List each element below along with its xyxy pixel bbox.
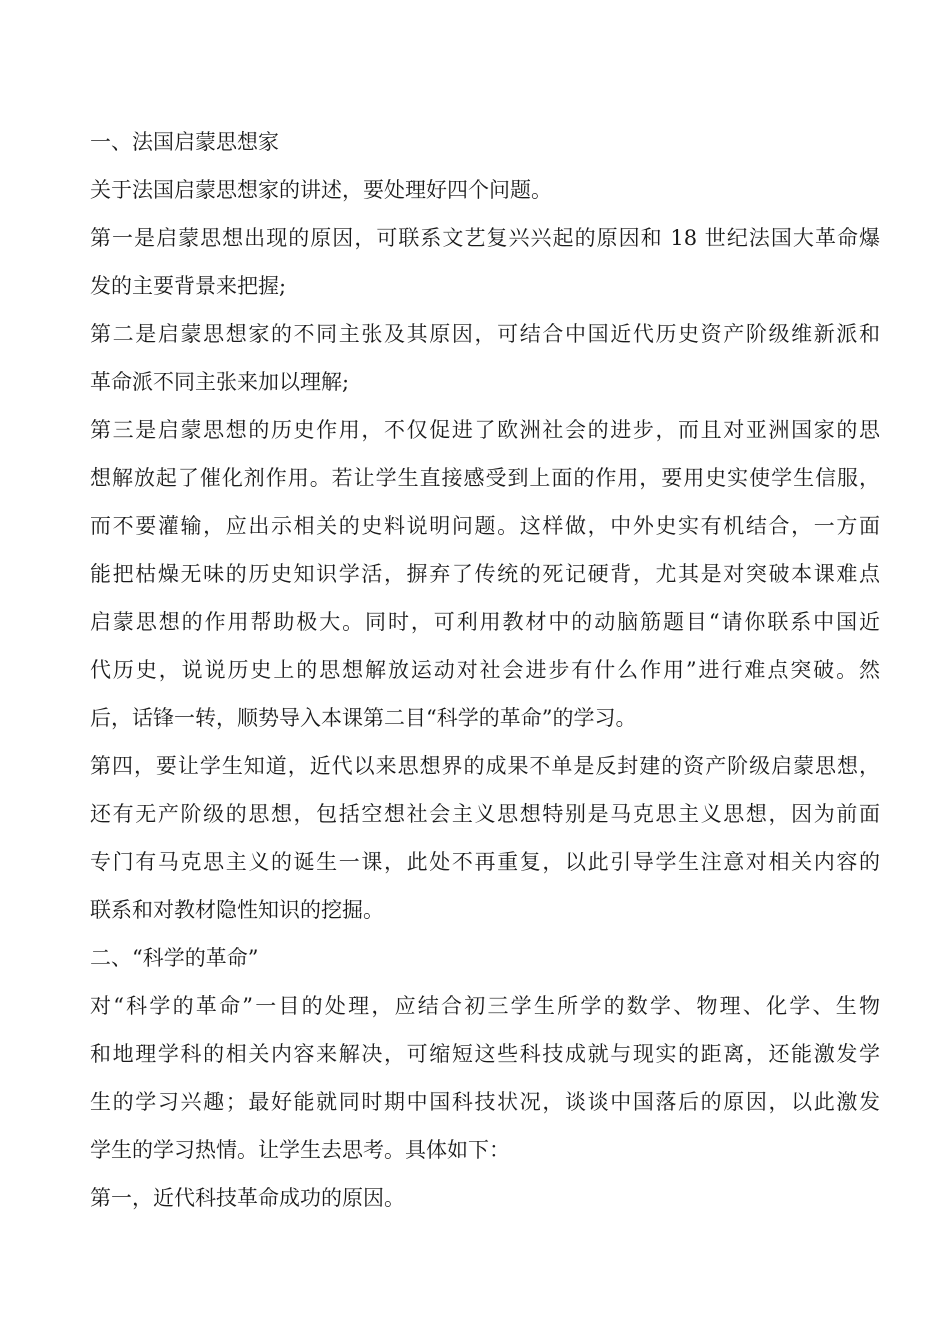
- paragraph-line: 和地理学科的相关内容来解决，可缩短这些科技成就与现实的距离，还能激发学: [90, 1042, 880, 1066]
- paragraph-line: 学生的学习热情。让学生去思考。具体如下：: [90, 1138, 510, 1162]
- paragraph-line: 发的主要背景来把握;: [90, 274, 287, 298]
- paragraph-line: 联系和对教材隐性知识的挖掘。: [90, 898, 384, 922]
- document-body: [90, 118, 880, 1222]
- paragraph-line: 能把枯燥无味的历史知识学活，摒弃了传统的死记硬背，尤其是对突破本课难点: [90, 562, 880, 586]
- paragraph-line: 还有无产阶级的思想，包括空想社会主义思想特别是马克思主义思想，因为前面: [90, 802, 880, 826]
- paragraph-line: 专门有马克思主义的诞生一课，此处不再重复，以此引导学生注意对相关内容的: [90, 850, 880, 874]
- paragraph-line: 第二是启蒙思想家的不同主张及其原因，可结合中国近代历史资产阶级维新派和: [90, 322, 880, 346]
- paragraph-line: 想解放起了催化剂作用。若让学生直接感受到上面的作用，要用史实使学生信服，: [90, 466, 880, 490]
- paragraph-line: 关于法国启蒙思想家的讲述，要处理好四个问题。: [90, 178, 552, 202]
- paragraph-line: 启蒙思想的作用帮助极大。同时，可利用教材中的动脑筋题目“请你联系中国近: [90, 610, 880, 634]
- paragraph-line: 第一是启蒙思想出现的原因，可联系文艺复兴兴起的原因和 18 世纪法国大革命爆: [90, 226, 880, 250]
- paragraph-line: 而不要灌输，应出示相关的史料说明问题。这样做，中外史实有机结合，一方面: [90, 514, 880, 538]
- section-heading-1: 一、法国启蒙思想家: [90, 130, 279, 154]
- paragraph-line: 对“科学的革命”一目的处理，应结合初三学生所学的数学、物理、化学、生物: [90, 994, 880, 1018]
- paragraph-line: 革命派不同主张来加以理解;: [90, 370, 350, 394]
- section-heading-2: 二、“科学的革命”: [90, 946, 259, 970]
- paragraph-line: 第三是启蒙思想的历史作用，不仅促进了欧洲社会的进步，而且对亚洲国家的思: [90, 418, 880, 442]
- paragraph-line: 代历史，说说历史上的思想解放运动对社会进步有什么作用”进行难点突破。然: [90, 658, 880, 682]
- paragraph-line: 生的学习兴趣；最好能就同时期中国科技状况，谈谈中国落后的原因，以此激发: [90, 1090, 880, 1114]
- paragraph-line: 后，话锋一转，顺势导入本课第二目“科学的革命”的学习。: [90, 706, 637, 730]
- paragraph-line: 第一，近代科技革命成功的原因。: [90, 1186, 405, 1210]
- paragraph-line: 第四，要让学生知道，近代以来思想界的成果不单是反封建的资产阶级启蒙思想，: [90, 754, 880, 778]
